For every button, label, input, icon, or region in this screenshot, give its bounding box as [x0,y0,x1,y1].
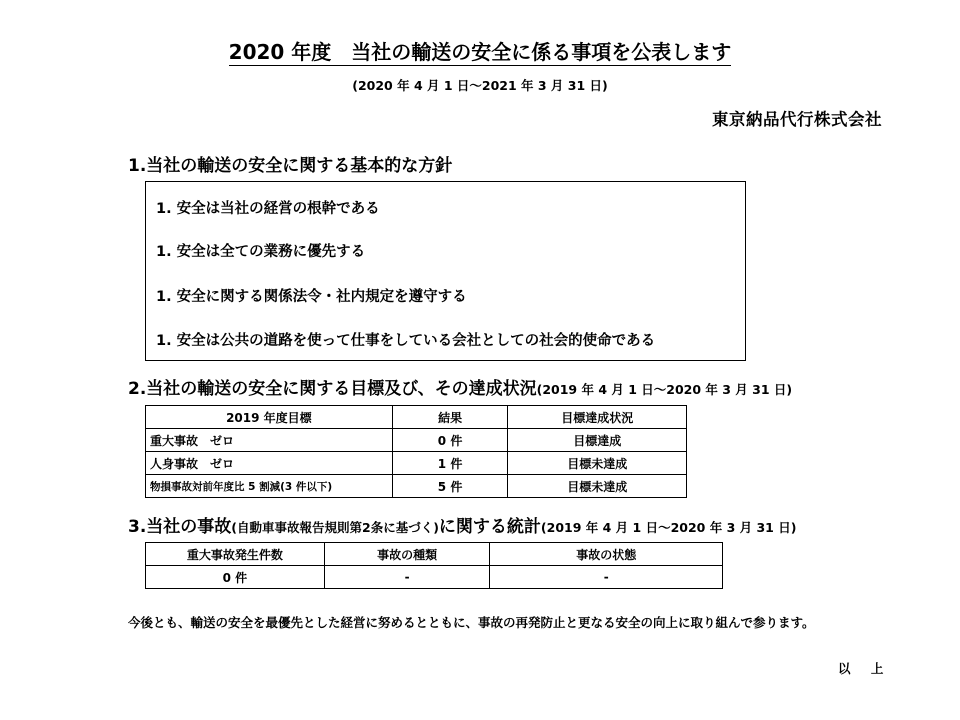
table-cell: 0 件 [146,566,325,589]
table-cell: 1 件 [392,452,508,475]
table-row [146,429,687,452]
policy-item: 1. 安全は全ての業務に優先する [156,244,366,260]
table-cell: 5 件 [392,475,508,498]
table-cell: - [490,566,723,589]
targets-table [145,405,687,498]
section1-heading: 1.当社の輸送の安全に関する基本的な方針 [128,156,453,176]
company-name: 東京納品代行株式会社 [712,110,882,129]
section2-heading [128,374,792,399]
section3-heading-prefix: 3.当社の事故 [128,517,232,537]
section3-heading [128,512,796,537]
table-cell: 0 件 [392,429,508,452]
table-header-cell: 重大事故発生件数 [146,543,325,566]
policy-item: 1. 安全に関する関係法令・社内規定を遵守する [156,289,467,305]
table-row [146,452,687,475]
document-period: (2020 年 4 月 1 日～2021 年 3 月 31 日) [352,78,608,93]
table-cell: - [324,566,490,589]
accident-stats-table [145,542,723,589]
policy-item: 1. 安全は公共の道路を使って仕事をしている会社としての社会的使命である [156,333,656,349]
table-cell: 重大事故 ゼロ [146,429,393,452]
table-cell: 人身事故 ゼロ [146,452,393,475]
policy-box [145,181,746,361]
table-row [146,475,687,498]
closing-statement: 今後とも、輸送の安全を最優先とした経営に努めるとともに、事故の再発防止と更なる安全の向上に取り組んで参ります。 [128,615,815,630]
section3-heading-suffix: に関する統計 [438,517,541,537]
table-header-cell: 目標達成状況 [508,406,687,429]
table-header-cell: 事故の状態 [490,543,723,566]
table-header-cell: 2019 年度目標 [146,406,393,429]
policy-item: 1. 安全は当社の経営の根幹である [156,201,380,217]
section2-period: (2019 年 4 月 1 日～2020 年 3 月 31 日) [536,382,793,397]
section3-period: (2019 年 4 月 1 日～2020 年 3 月 31 日) [540,520,797,535]
table-header-row [146,406,687,429]
end-mark: 以 上 [838,661,892,676]
table-cell: 目標未達成 [508,452,687,475]
table-header-cell: 事故の種類 [324,543,490,566]
table-row [146,566,723,589]
table-header-row [146,543,723,566]
document-title-text: 2020 年度 当社の輸送の安全に係る事項を公表します [228,40,732,64]
table-cell: 目標達成 [508,429,687,452]
table-header-cell: 結果 [392,406,508,429]
table-cell: 物損事故対前年度比 5 割減(3 件以下) [146,475,393,498]
section2-heading-text: 2.当社の輸送の安全に関する目標及び、その達成状況 [128,379,537,399]
table-cell: 目標未達成 [508,475,687,498]
section3-heading-note: (自動車事故報告規則第2条に基づく) [231,520,439,535]
document-title [0,36,960,65]
